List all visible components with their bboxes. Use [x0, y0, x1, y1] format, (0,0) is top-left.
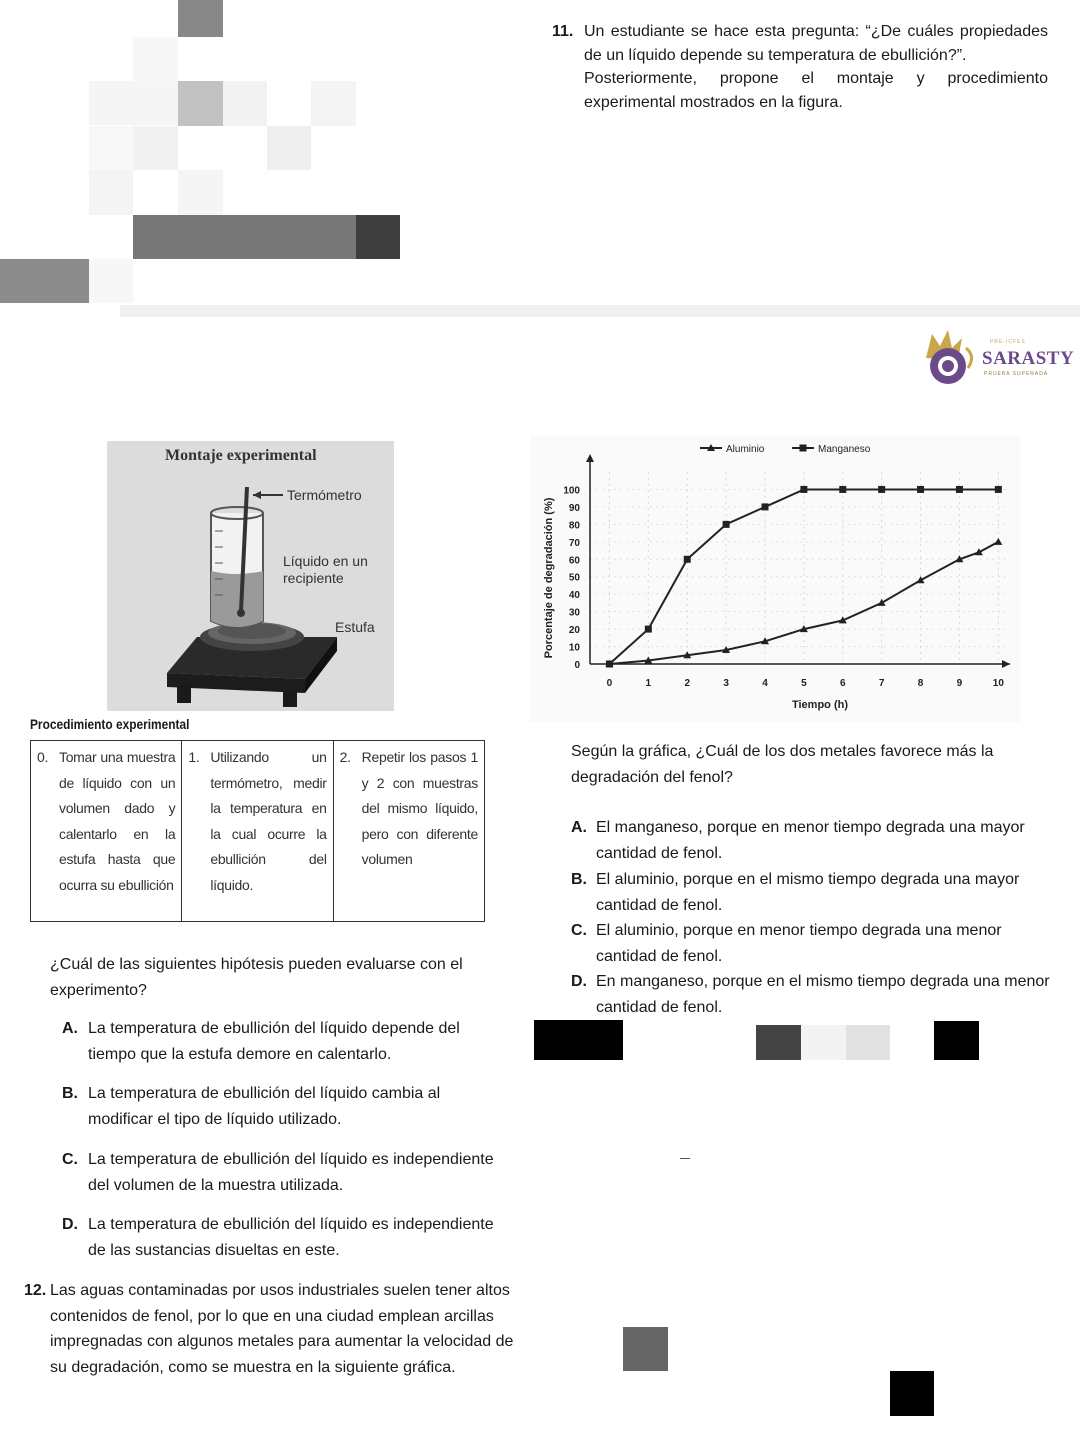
- logo-subtitle: PRUEBA SUPERADA: [984, 371, 1049, 377]
- y-tick-label: 50: [568, 572, 580, 584]
- logo-top-text: PRE-ICFES: [990, 339, 1026, 345]
- label-stove: Estufa: [335, 619, 375, 635]
- x-tick-label: 8: [917, 678, 924, 689]
- x-tick-label: 10: [992, 678, 1004, 689]
- option-text: La temperatura de ebullición del líquido es independiente del volumen de la muestra utilizada.: [88, 1151, 494, 1194]
- step-number: 2.: [339, 749, 351, 765]
- data-point-manganeso: [645, 626, 652, 633]
- x-axis-arrow: [1002, 660, 1010, 668]
- x-tick-label: 2: [684, 678, 691, 689]
- sarasty-logo: [918, 328, 1073, 388]
- option-text: La temperatura de ebullición del líquido cambia al modificar el tipo de líquido utilizado.: [88, 1085, 441, 1128]
- data-point-aluminio: [994, 538, 1002, 545]
- option-letter: A.: [571, 819, 587, 836]
- graph-option-c[interactable]: [571, 918, 1051, 969]
- redacted-block: [311, 81, 356, 126]
- redacted-block: [178, 81, 223, 126]
- graph-option-b[interactable]: [571, 867, 1051, 918]
- x-tick-label: 9: [956, 678, 963, 689]
- question-12: [24, 1278, 519, 1380]
- faint-band: [120, 305, 1080, 317]
- option-letter: B.: [62, 1085, 78, 1102]
- redacted-block: [178, 0, 223, 37]
- data-point-manganeso: [878, 486, 885, 493]
- step-text: Repetir los pasos 1 y 2 con muestras del mismo líquido, pero con diferente volumen: [361, 749, 478, 868]
- step-text: Utilizando un termómetro, medir la temperatura en la cual ocurre la ebullición del líquido.: [210, 749, 327, 893]
- redacted-block: [890, 1371, 934, 1416]
- question-text: Las aguas contaminadas por usos industriales suelen tener altos contenidos de fenol, por lo que en una ciudad emplean arcillas impregnadas con algunos metales para aumentar la velocidad de su degradación, como se muestra en la siguiente gráfica.: [50, 1282, 514, 1376]
- step-text: Tomar una muestra de líquido con un volumen dado y calentarlo en la estufa hasta que ocurra su ebullición: [59, 749, 176, 893]
- question-text-continued: Posteriormente, propone el montaje y procedimiento experimental mostrados en la figura.: [584, 70, 1048, 111]
- redacted-block: [934, 1021, 979, 1060]
- y-tick-label: 10: [568, 642, 580, 654]
- logo-emblem-icon: [918, 328, 982, 388]
- option-letter: C.: [571, 922, 587, 939]
- redacted-block: [89, 259, 133, 303]
- option-letter: D.: [571, 973, 587, 990]
- graph-option-a[interactable]: [571, 815, 1051, 866]
- y-axis-label: Porcentaje de degradación (%): [543, 497, 555, 659]
- data-point-manganeso: [917, 486, 924, 493]
- data-point-manganeso: [800, 486, 807, 493]
- data-point-manganeso: [762, 503, 769, 510]
- x-axis-label: Tiempo (h): [791, 699, 849, 711]
- redacted-block: [801, 1025, 846, 1060]
- question-number: 11.: [552, 23, 574, 40]
- x-tick-label: 6: [839, 678, 846, 689]
- redacted-block: [534, 1020, 623, 1060]
- legend-label: Aluminio: [726, 444, 765, 455]
- redacted-block: [89, 170, 133, 215]
- procedure-step: [182, 741, 333, 921]
- hypothesis-question: ¿Cuál de las siguientes hipótesis pueden evaluarse con el experimento?: [50, 956, 463, 999]
- graph-question: Según la gráfica, ¿Cuál de los dos metales favorece más la degradación del fenol?: [571, 743, 994, 786]
- redacted-block: [89, 81, 178, 125]
- redacted-block: [89, 126, 133, 170]
- option-text: El manganeso, porque en menor tiempo degrada una mayor cantidad de fenol.: [596, 819, 1025, 862]
- redacted-block: [0, 259, 89, 303]
- option-letter: B.: [571, 871, 587, 888]
- redacted-block: [356, 215, 400, 259]
- y-tick-label: 60: [568, 555, 580, 567]
- x-tick-label: 1: [645, 678, 652, 689]
- data-point-manganeso: [723, 521, 730, 528]
- step-number: 0.: [37, 749, 49, 765]
- question-text: Un estudiante se hace esta pregunta: “¿De cuáles propiedades de un líquido depende su temperatura de ebullición?”.: [584, 23, 1048, 64]
- data-point-manganeso: [684, 556, 691, 563]
- setup-title: Montaje experimental: [165, 447, 317, 464]
- stray-dash: [680, 1158, 690, 1159]
- legend-marker: [800, 445, 807, 452]
- hypothesis-option-c[interactable]: [62, 1147, 512, 1198]
- logo-name: SARASTY: [982, 348, 1075, 369]
- graph-option-d[interactable]: [571, 969, 1051, 1020]
- degradation-chart: [530, 436, 1020, 722]
- procedure-step: [31, 741, 182, 921]
- redacted-block: [267, 126, 311, 170]
- label-thermometer: Termómetro: [287, 487, 362, 503]
- experimental-setup-figure: [107, 441, 394, 711]
- redacted-block: [133, 215, 356, 259]
- x-tick-label: 7: [878, 678, 885, 689]
- option-letter: D.: [62, 1216, 78, 1233]
- y-tick-label: 40: [568, 590, 580, 602]
- redacted-block: [756, 1025, 801, 1060]
- hypothesis-option-d[interactable]: [62, 1212, 502, 1263]
- redacted-block: [178, 170, 223, 215]
- data-point-manganeso: [839, 486, 846, 493]
- hypothesis-option-a[interactable]: [62, 1016, 502, 1067]
- option-text: La temperatura de ebullición del líquido es independiente de las sustancias disueltas en este.: [88, 1216, 494, 1259]
- x-tick-label: 4: [762, 678, 768, 689]
- option-letter: A.: [62, 1020, 78, 1037]
- question-11: [552, 20, 1048, 114]
- redacted-block: [133, 126, 178, 170]
- y-tick-label: 20: [568, 625, 580, 637]
- y-tick-label: 30: [568, 607, 580, 619]
- data-point-manganeso: [606, 661, 613, 668]
- question-number: 12.: [24, 1282, 47, 1299]
- redacted-block: [133, 37, 178, 81]
- option-text: En manganeso, porque en el mismo tiempo degrada una menor cantidad de fenol.: [596, 973, 1050, 1016]
- option-text: El aluminio, porque en el mismo tiempo degrada una mayor cantidad de fenol.: [596, 871, 1020, 914]
- procedure-table: [30, 740, 485, 922]
- redacted-block: [846, 1025, 890, 1060]
- procedure-title: Procedimiento experimental: [30, 716, 190, 732]
- option-text: La temperatura de ebullición del líquido depende del tiempo que la estufa demore en calentarlo.: [88, 1020, 460, 1063]
- redacted-block: [623, 1327, 668, 1371]
- option-letter: C.: [62, 1151, 78, 1168]
- label-liquid: Líquido en un recipiente: [283, 553, 368, 586]
- y-tick-label: 0: [574, 660, 580, 671]
- step-number: 1.: [188, 749, 200, 765]
- y-axis-arrow: [586, 454, 594, 462]
- hypothesis-option-b[interactable]: [62, 1081, 502, 1132]
- x-tick-label: 0: [606, 678, 613, 689]
- legend-label: Manganeso: [818, 444, 871, 455]
- y-tick-label: 70: [568, 537, 580, 549]
- data-point-manganeso: [995, 486, 1002, 493]
- redacted-block: [223, 81, 267, 126]
- y-tick-label: 80: [568, 520, 580, 532]
- y-tick-label: 100: [563, 485, 580, 497]
- series-line-aluminio: [609, 542, 998, 664]
- option-text: El aluminio, porque en menor tiempo degrada una menor cantidad de fenol.: [596, 922, 1002, 965]
- x-tick-label: 5: [801, 678, 807, 689]
- y-tick-label: 90: [568, 502, 580, 514]
- procedure-step: [334, 741, 484, 921]
- data-point-manganeso: [956, 486, 963, 493]
- x-tick-label: 3: [723, 678, 729, 689]
